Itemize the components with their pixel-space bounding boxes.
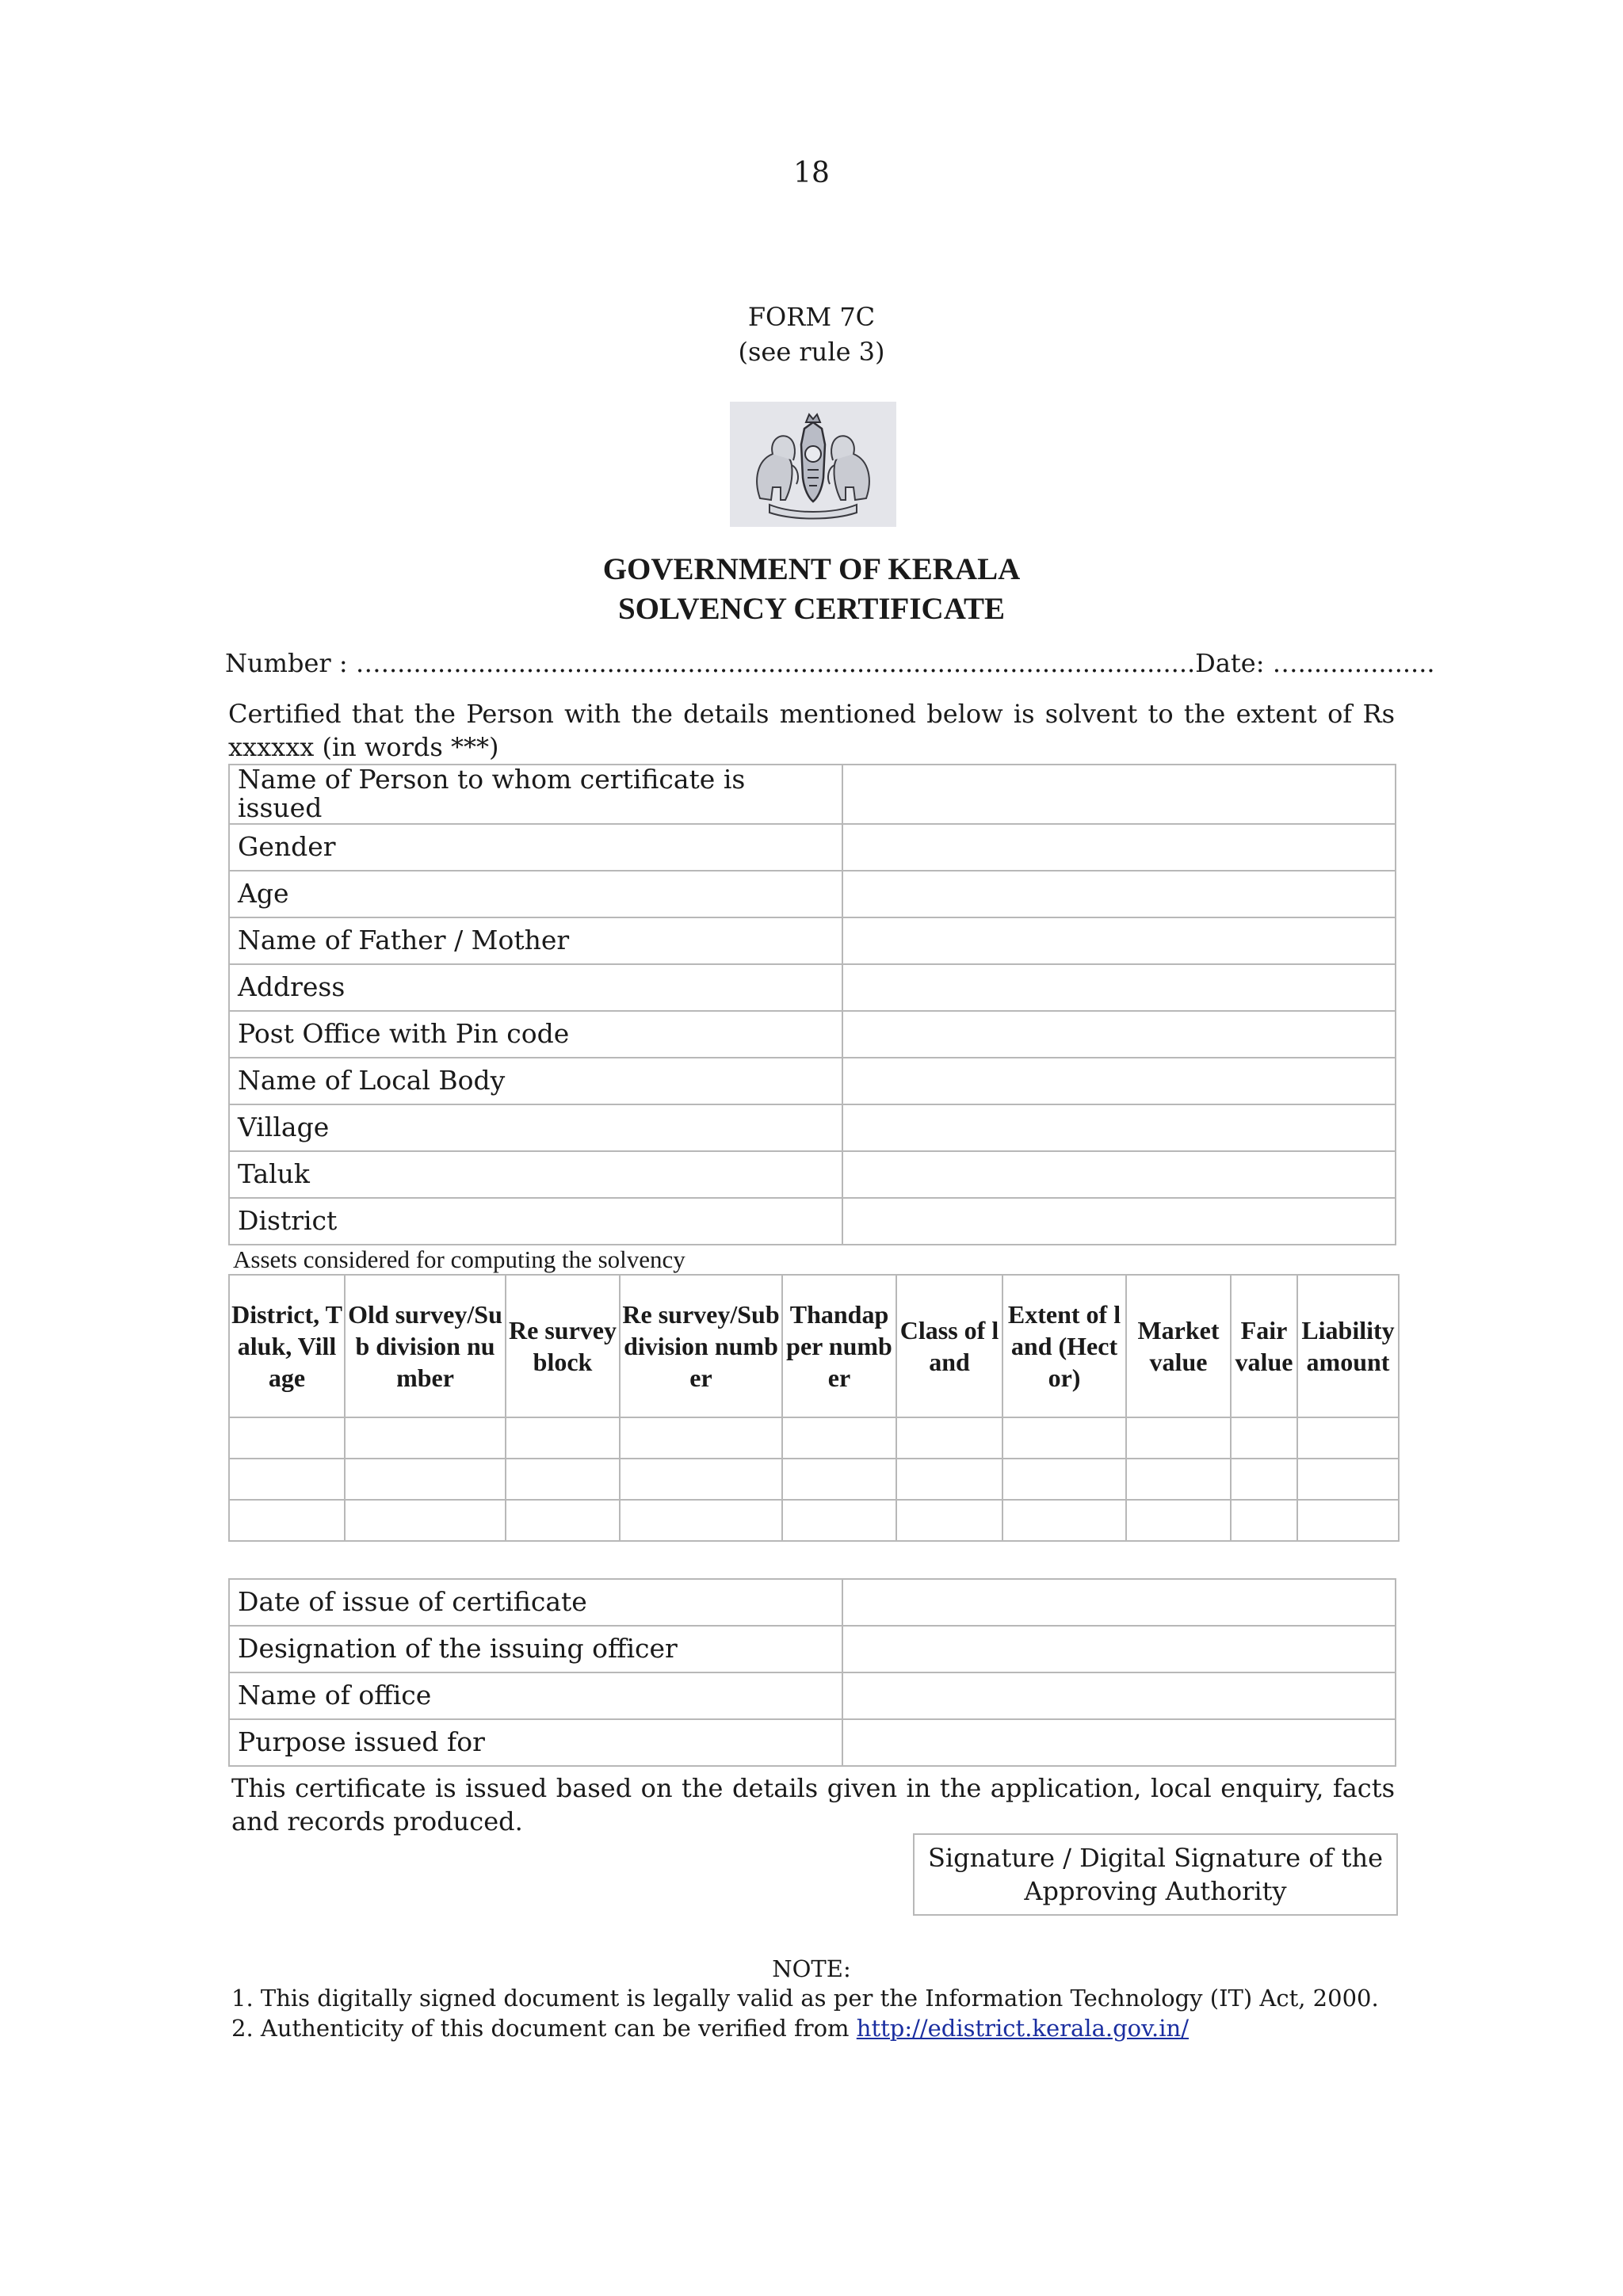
table-cell bbox=[620, 1459, 782, 1500]
number-dots: …..................................................................................................... bbox=[347, 648, 1196, 678]
row-value bbox=[842, 1104, 1396, 1151]
table-row bbox=[229, 871, 1396, 917]
row-value bbox=[842, 871, 1396, 917]
column-header: Extent of land (Hector) bbox=[1002, 1275, 1126, 1417]
note-item-2-text: 2. Authenticity of this document can be verified from bbox=[231, 2015, 857, 2042]
table-row bbox=[229, 1011, 1396, 1058]
table-cell bbox=[345, 1500, 506, 1541]
row-value bbox=[842, 824, 1396, 871]
certified-statement: Certified that the Person with the details mentioned below is solvent to the extent of Rs xxxxxx (in words ***) bbox=[228, 699, 1395, 762]
row-value bbox=[842, 1672, 1396, 1719]
row-value bbox=[842, 917, 1396, 964]
row-label: Village bbox=[229, 1104, 842, 1151]
table-cell bbox=[229, 1500, 345, 1541]
column-header: District, Taluk, Village bbox=[229, 1275, 345, 1417]
certificate-title: SOLVENCY CERTIFICATE bbox=[617, 592, 1006, 626]
issue-details-table bbox=[228, 1578, 1396, 1767]
signature-box bbox=[913, 1833, 1398, 1916]
table-row bbox=[229, 1719, 1396, 1766]
form-title bbox=[0, 299, 1623, 369]
person-details-table bbox=[228, 764, 1396, 1245]
government-title: GOVERNMENT OF KERALA bbox=[602, 552, 1021, 586]
column-header: Re survey/Sub division number bbox=[620, 1275, 782, 1417]
table-cell bbox=[1002, 1417, 1126, 1459]
row-value bbox=[842, 1011, 1396, 1058]
table-cell bbox=[620, 1417, 782, 1459]
document-heading bbox=[0, 550, 1623, 629]
row-label: Name of Father / Mother bbox=[229, 917, 842, 964]
table-row bbox=[229, 1058, 1396, 1104]
table-row bbox=[229, 917, 1396, 964]
assets-caption: Assets considered for computing the solvency bbox=[233, 1245, 685, 1273]
table-cell bbox=[1297, 1500, 1399, 1541]
date-label: Date: bbox=[1195, 648, 1265, 678]
table-cell bbox=[345, 1459, 506, 1500]
assets-table bbox=[228, 1274, 1400, 1542]
table-cell bbox=[896, 1417, 1002, 1459]
row-label: Name of office bbox=[229, 1672, 842, 1719]
row-value bbox=[842, 1151, 1396, 1198]
row-label: Taluk bbox=[229, 1151, 842, 1198]
table-row bbox=[229, 1151, 1396, 1198]
table-cell bbox=[620, 1500, 782, 1541]
column-header: Class of land bbox=[896, 1275, 1002, 1417]
table-cell bbox=[1126, 1459, 1231, 1500]
table-row bbox=[229, 824, 1396, 871]
table-row bbox=[229, 964, 1396, 1011]
table-cell bbox=[782, 1500, 896, 1541]
table-cell bbox=[782, 1459, 896, 1500]
column-header: Liability amount bbox=[1297, 1275, 1399, 1417]
issued-note: This certificate is issued based on the details given in the application, local enquiry, facts and records produced. bbox=[231, 1773, 1395, 1836]
row-value bbox=[842, 964, 1396, 1011]
signature-line-1: Signature / Digital Signature of the bbox=[928, 1843, 1383, 1873]
table-cell bbox=[1002, 1459, 1126, 1500]
row-label: Name of Person to whom certificate is issued bbox=[229, 765, 842, 824]
table-row bbox=[229, 1579, 1396, 1626]
table-cell bbox=[782, 1417, 896, 1459]
table-row bbox=[229, 1104, 1396, 1151]
table-header-row bbox=[229, 1275, 1399, 1417]
note-item-1: 1. This digitally signed document is legally valid as per the Information Technology (IT) Act, 2000. bbox=[231, 1985, 1379, 2012]
table-cell bbox=[229, 1417, 345, 1459]
row-value bbox=[842, 1579, 1396, 1626]
table-row bbox=[229, 1459, 1399, 1500]
table-row bbox=[229, 1626, 1396, 1672]
row-value bbox=[842, 1626, 1396, 1672]
form-rule: (see rule 3) bbox=[738, 337, 885, 367]
edistrict-link[interactable]: http://edistrict.kerala.gov.in/ bbox=[856, 2015, 1189, 2042]
row-label: Designation of the issuing officer bbox=[229, 1626, 842, 1672]
column-header: Re survey block bbox=[506, 1275, 620, 1417]
column-header: Thandapper number bbox=[782, 1275, 896, 1417]
row-value bbox=[842, 1719, 1396, 1766]
table-cell bbox=[1126, 1417, 1231, 1459]
row-label: Post Office with Pin code bbox=[229, 1011, 842, 1058]
page-number: 18 bbox=[793, 157, 830, 189]
table-cell bbox=[506, 1417, 620, 1459]
number-label: Number : bbox=[225, 648, 348, 678]
table-cell bbox=[345, 1417, 506, 1459]
row-label: Address bbox=[229, 964, 842, 1011]
table-cell bbox=[896, 1459, 1002, 1500]
table-row bbox=[229, 765, 1396, 824]
table-row bbox=[229, 1672, 1396, 1719]
row-label: District bbox=[229, 1198, 842, 1245]
table-cell bbox=[1002, 1500, 1126, 1541]
table-cell bbox=[1231, 1417, 1297, 1459]
number-date-line bbox=[225, 648, 1435, 678]
column-header: Market value bbox=[1126, 1275, 1231, 1417]
table-cell bbox=[229, 1459, 345, 1500]
table-row bbox=[229, 1198, 1396, 1245]
row-value bbox=[842, 1058, 1396, 1104]
form-name: FORM 7C bbox=[747, 302, 876, 332]
signature-line-2: Approving Authority bbox=[1024, 1876, 1287, 1906]
table-cell bbox=[1297, 1417, 1399, 1459]
state-emblem-icon bbox=[730, 402, 896, 527]
row-value bbox=[842, 1198, 1396, 1245]
column-header: Old survey/Sub division number bbox=[345, 1275, 506, 1417]
row-label: Name of Local Body bbox=[229, 1058, 842, 1104]
row-value bbox=[842, 765, 1396, 824]
table-cell bbox=[1126, 1500, 1231, 1541]
row-label: Age bbox=[229, 871, 842, 917]
row-label: Gender bbox=[229, 824, 842, 871]
table-cell bbox=[1231, 1500, 1297, 1541]
column-header: Fair value bbox=[1231, 1275, 1297, 1417]
table-row bbox=[229, 1417, 1399, 1459]
row-label: Date of issue of certificate bbox=[229, 1579, 842, 1626]
table-cell bbox=[506, 1459, 620, 1500]
note-item-2 bbox=[231, 2015, 1189, 2042]
date-dots: …................. bbox=[1264, 648, 1435, 678]
table-cell bbox=[1297, 1459, 1399, 1500]
table-row bbox=[229, 1500, 1399, 1541]
table-cell bbox=[506, 1500, 620, 1541]
table-cell bbox=[1231, 1459, 1297, 1500]
note-title: NOTE: bbox=[772, 1955, 851, 1982]
row-label: Purpose issued for bbox=[229, 1719, 842, 1766]
table-cell bbox=[896, 1500, 1002, 1541]
